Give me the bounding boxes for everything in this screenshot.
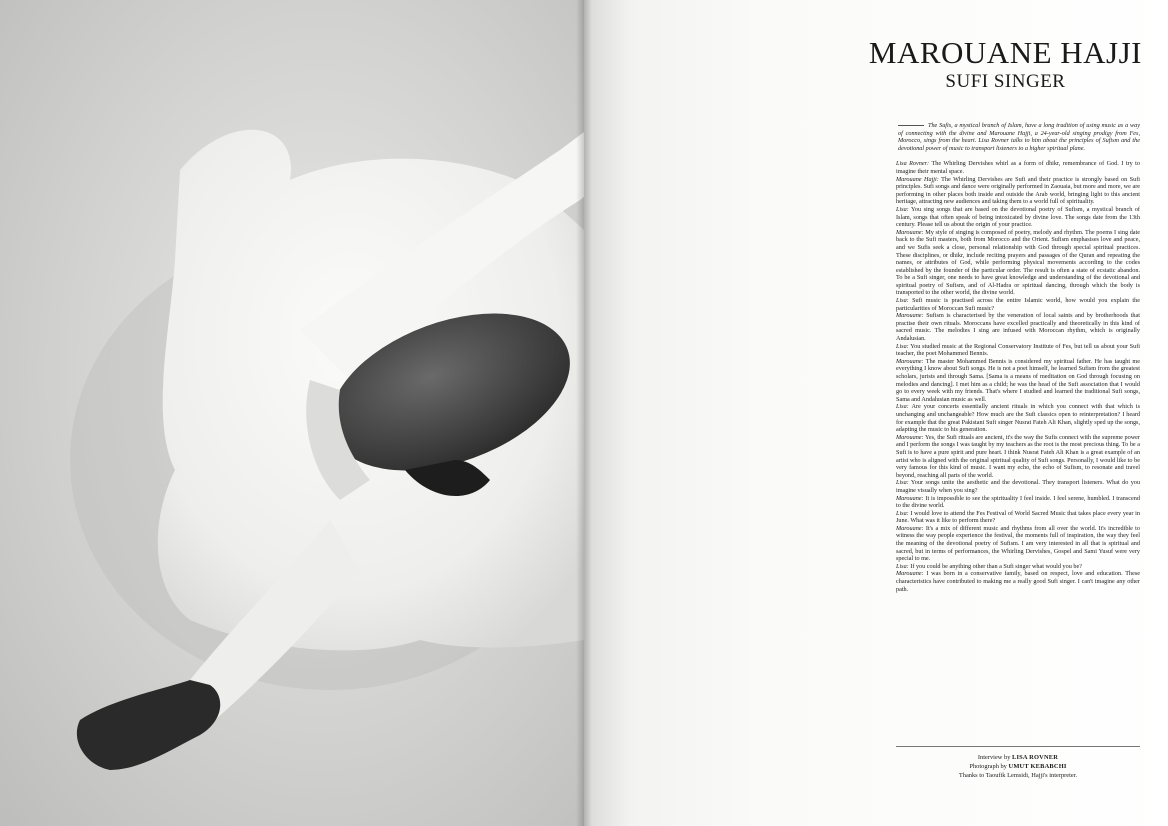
speaker-label: Lisa: bbox=[896, 562, 909, 570]
interview bbox=[896, 160, 1140, 593]
answer-text: It is impossible to see the spirituality I feel inside. I feel serene, humbled. I transcend to the divine world. bbox=[896, 494, 1140, 510]
interview-paragraph bbox=[896, 563, 1140, 571]
answer-text: The master Mohammed Bennis is considered my spiritual father. He has taught me everything I know about Sufi songs. He is not a poet himself, he learned Sufism from the greatest scholars, jurists and through Sama. [Sama is a means of meditation on God through focusing on melodies and dancing]. I met him as a child; he was the head of the Sufi association that I would go to every week with my friends. That's where I studied and learned the traditional Sufi songs, Sama and Andalusian music as well. bbox=[896, 357, 1140, 403]
answer-text: Yes, the Sufi rituals are ancient, it's the way the Sufis connect with the supreme power and I perform the songs I was taught by my teachers as the root is the most precious thing. To be a Sufi is to have a pure spirit and pure heart. I think Nusrat Fateh Ali Khan is a great example of an artist who is aligned with the original spiritual quality of Sufi songs. Personally, I would like to be very famous for this kind of music. I want my echo, the echo of Sufism, to resonate and travel beyond, reaching all parts of the world. bbox=[896, 433, 1140, 479]
speaker-label: Marouane: bbox=[896, 494, 924, 502]
credit-interview: Interview by LISA ROVNER bbox=[977, 754, 1059, 761]
speaker-label: Lisa: bbox=[896, 205, 909, 213]
interview-paragraph bbox=[896, 525, 1140, 563]
answer-text: Are your concerts essentially ancient rituals in which you connect with that which is unchanging and unchangeable? How much are the Sufi classics open to reinterpretation? I heard for example that the great Pakistani Sufi singer Nusrat Fateh Ali Khan, slightly sped up the songs, adapting the music to his generation. bbox=[896, 403, 1140, 434]
interviewer-name: LISA ROVNER bbox=[1012, 754, 1059, 761]
interview-paragraph bbox=[896, 403, 1140, 433]
title-block bbox=[869, 36, 1142, 94]
article-subtitle: SUFI SINGER bbox=[945, 71, 1066, 92]
answer-text: The Whirling Dervishes whirl as a form of dhikr, remembrance of God. I try to imagine their mental space. bbox=[896, 160, 1140, 175]
speaker-label: Lisa: bbox=[896, 509, 909, 517]
interview-paragraph bbox=[896, 312, 1140, 342]
speaker-label: Lisa: bbox=[896, 479, 909, 487]
lower-hand bbox=[77, 680, 220, 770]
speaker-label: Marouane: bbox=[896, 524, 924, 532]
answer-text: If you could be anything other than a Sufi singer what would you be? bbox=[908, 562, 1082, 570]
page-gutter bbox=[576, 0, 592, 826]
interview-paragraph bbox=[896, 229, 1140, 297]
standfirst-text: The Sufis, a mystical branch of Islam, have a long tradition of using music as a way of connecting with the divine and Marouane Hajji, a 24-year-old singing prodigy from Fes, Morocco, sings from the heart. Lisa Rovner talks to him about the principles of Sufism and the devotional power of music to transport listeners to a higher spiritual plane. bbox=[898, 122, 1140, 152]
interview-paragraph bbox=[896, 343, 1140, 358]
speaker-label: Lisa: bbox=[896, 342, 909, 350]
interview-paragraph bbox=[896, 358, 1140, 404]
answer-text: Your songs unite the aesthetic and the devotional. They transport listeners. What do you imagine visually when you sing? bbox=[896, 479, 1140, 494]
speaker-label: Marouane Hajji: bbox=[896, 175, 939, 183]
answer-text: You studied music at the Regional Conservatory Institute of Fes, but tell us about your Sufi teacher, the poet Mohammed Bennis. bbox=[896, 342, 1140, 358]
intro-dash bbox=[898, 125, 924, 126]
answer-text: Sufism is characterised by the veneration of local saints and by brotherhoods that practise their own rituals. Moroccans have excelled practically and theoretically in this kind of sacred music. The melodies I sing are infused with Moroccan rhythm, which is originally Andalusian. bbox=[896, 312, 1140, 343]
speaker-label: Marouane: bbox=[896, 570, 924, 578]
answer-text: Sufi music is practised across the entire Islamic world, how would you explain the particularities of Moroccan Sufi music? bbox=[896, 297, 1140, 312]
speaker-label: Lisa: bbox=[896, 297, 909, 305]
answer-text: The Whirling Dervishes are Sufi and their practice is strongly based on Sufi principles. Sufi songs and dance were originally performed in Zaouaia, but more and more, we are performing in other places both inside and outside the Arab world, bringing light to this ancient heritage, attracting new audiences and taking them to a world full of spirituality. bbox=[896, 175, 1140, 206]
interview-paragraph bbox=[896, 434, 1140, 480]
interview-paragraph bbox=[896, 297, 1140, 312]
article-title: MAROUANE HAJJI bbox=[868, 35, 1142, 70]
interview-paragraph bbox=[896, 479, 1140, 494]
speaker-label: Marouane: bbox=[896, 312, 924, 320]
text-page bbox=[584, 0, 1168, 826]
answer-text: It's a mix of different music and rhythms from all over the world. It's incredible to witness the way people experience the festival, the moments full of inspiration, the way they feel the meaning of the devotional poetry of Sufism. I am very interested in all that is spiritual and sacred, but in terms of performances, the Whirling Dervishes, Gospel and Sami Yusuf were very special to me. bbox=[896, 524, 1140, 563]
speaker-label: Lisa Rovner: bbox=[896, 160, 930, 168]
article-body bbox=[896, 122, 1140, 593]
answer-text: I was born in a conservative family, based on respect, love and education. These characteristics have contributed to making me a really good Sufi singer. I can't imagine any other path. bbox=[896, 570, 1140, 593]
interview-paragraph bbox=[896, 510, 1140, 525]
interview-paragraph bbox=[896, 176, 1140, 206]
answer-text: I would love to attend the Fes Festival of World Sacred Music that takes place every year in June. What was it like to perform there? bbox=[896, 509, 1140, 525]
speaker-label: Marouane: bbox=[896, 228, 924, 236]
interview-paragraph bbox=[896, 160, 1140, 175]
speaker-label: Lisa: bbox=[896, 403, 909, 411]
speaker-label: Marouane: bbox=[896, 357, 924, 365]
answer-text: You sing songs that are based on the devotional poetry of Sufism, a mystical branch of Islam, songs that often speak of being intoxicated by divine love. The songs date from the 13th century. Please tell us about the origin of your practice. bbox=[896, 205, 1140, 229]
photographer-name: UMUT KEBABCHI bbox=[1008, 763, 1067, 770]
credit-thanks: Thanks to Taoufik Lemsidi, Hajji's interpreter. bbox=[958, 772, 1078, 779]
interview-paragraph bbox=[896, 495, 1140, 510]
interview-paragraph bbox=[896, 570, 1140, 593]
interview-paragraph bbox=[896, 206, 1140, 229]
speaker-label: Marouane: bbox=[896, 433, 924, 441]
credits bbox=[896, 746, 1140, 780]
credit-photo: Photograph by UMUT KEBABCHI bbox=[969, 763, 1067, 770]
standfirst bbox=[896, 122, 1140, 152]
answer-text: My style of singing is composed of poetry, melody and rhythm. The poems I sing date back to the Sufi masters, both from Morocco and the Orient. Sufism emphasises love and peace, and we Sufis seek a close, personal relationship with God through special spiritual practices. These disciplines, or dhikr, include reciting prayers and passages of the Quran and repeating the names, or attributes of God, while performing physical movements according to the codes established by the founder of the particular order. The result is often a state of ecstatic abandon. To be a Sufi singer, one needs to have great knowledge and understanding of the devotional and spiritual poetry of Sufism, and of Al-Hadra or spiritual dancing, through which the body is transported to the other world, the divine world. bbox=[896, 228, 1140, 297]
